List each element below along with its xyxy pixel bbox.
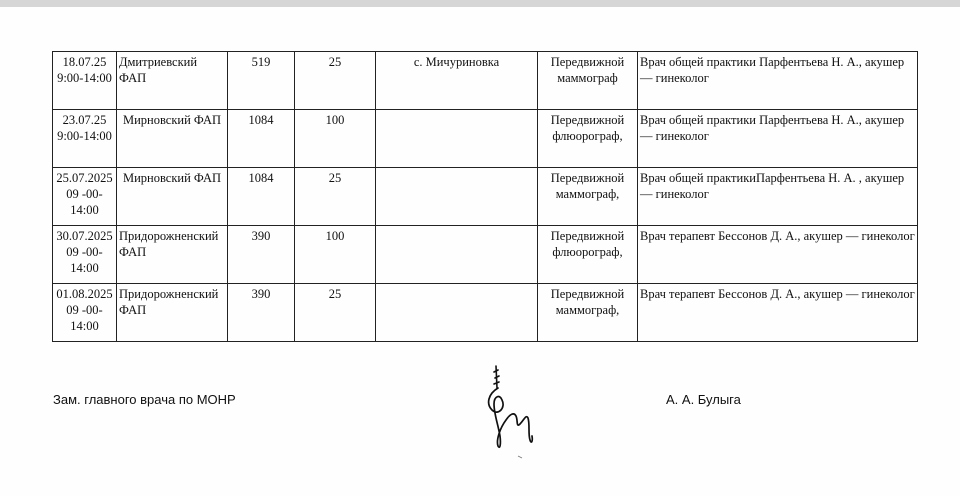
visit-time: 09 -00- 14:00 [66,245,103,275]
doctors-cell: Врач терапевт Бессонов Д. А., акушер — гинеколог [638,284,918,342]
date-cell [53,168,117,226]
equipment-cell: Передвижной маммограф [538,52,638,110]
visit-date: 30.07.2025 [56,229,113,243]
planned-cell: 25 [295,168,376,226]
location-cell [376,226,538,284]
planned-cell: 100 [295,110,376,168]
visit-date: 01.08.2025 [56,287,113,301]
planned-cell: 100 [295,226,376,284]
location-cell: с. Мичуриновка [376,52,538,110]
population-cell: 1084 [228,168,295,226]
doctors-cell: Врач общей практики Парфентьева Н. А., акушер — гинеколог [638,52,918,110]
facility-cell: Дмитриевский ФАП [117,52,228,110]
visit-time: 09 -00- 14:00 [66,303,103,333]
schedule-table [52,51,918,342]
planned-cell: 25 [295,52,376,110]
viewer-top-bar [0,0,960,7]
population-cell: 519 [228,52,295,110]
table-row [53,284,918,342]
doctors-cell: Врач общей практики Парфентьева Н. А., акушер — гинеколог [638,110,918,168]
population-cell: 390 [228,226,295,284]
date-cell [53,226,117,284]
handwritten-signature [478,364,548,474]
equipment-cell: Передвижной маммограф, [538,284,638,342]
equipment-cell: Передвижной флюорограф, [538,226,638,284]
table-row [53,168,918,226]
signatory-position: Зам. главного врача по МОНР [53,392,236,407]
date-cell [53,52,117,110]
location-cell [376,110,538,168]
visit-date: 23.07.25 [62,113,107,127]
equipment-cell: Передвижной маммограф, [538,168,638,226]
visit-time: 09 -00- 14:00 [66,187,103,217]
table-row [53,52,918,110]
location-cell [376,168,538,226]
population-cell: 390 [228,284,295,342]
facility-cell: Придорожненский ФАП [117,226,228,284]
facility-cell: Мирновский ФАП [117,168,228,226]
doctors-cell: Врач общей практикиПарфентьева Н. А. , акушер — гинеколог [638,168,918,226]
location-cell [376,284,538,342]
facility-cell: Придорожненский ФАП [117,284,228,342]
population-cell: 1084 [228,110,295,168]
signatory-name: А. А. Булыга [666,392,741,407]
date-cell [53,110,117,168]
planned-cell: 25 [295,284,376,342]
date-cell [53,284,117,342]
table-row [53,226,918,284]
visit-date: 25.07.2025 [56,171,113,185]
visit-date: 18.07.25 [62,55,107,69]
facility-cell: Мирновский ФАП [117,110,228,168]
visit-time: 9:00-14:00 [57,71,112,85]
visit-time: 9:00-14:00 [57,129,112,143]
equipment-cell: Передвижной флюорограф, [538,110,638,168]
doctors-cell: Врач терапевт Бессонов Д. А., акушер — гинеколог [638,226,918,284]
table-row [53,110,918,168]
